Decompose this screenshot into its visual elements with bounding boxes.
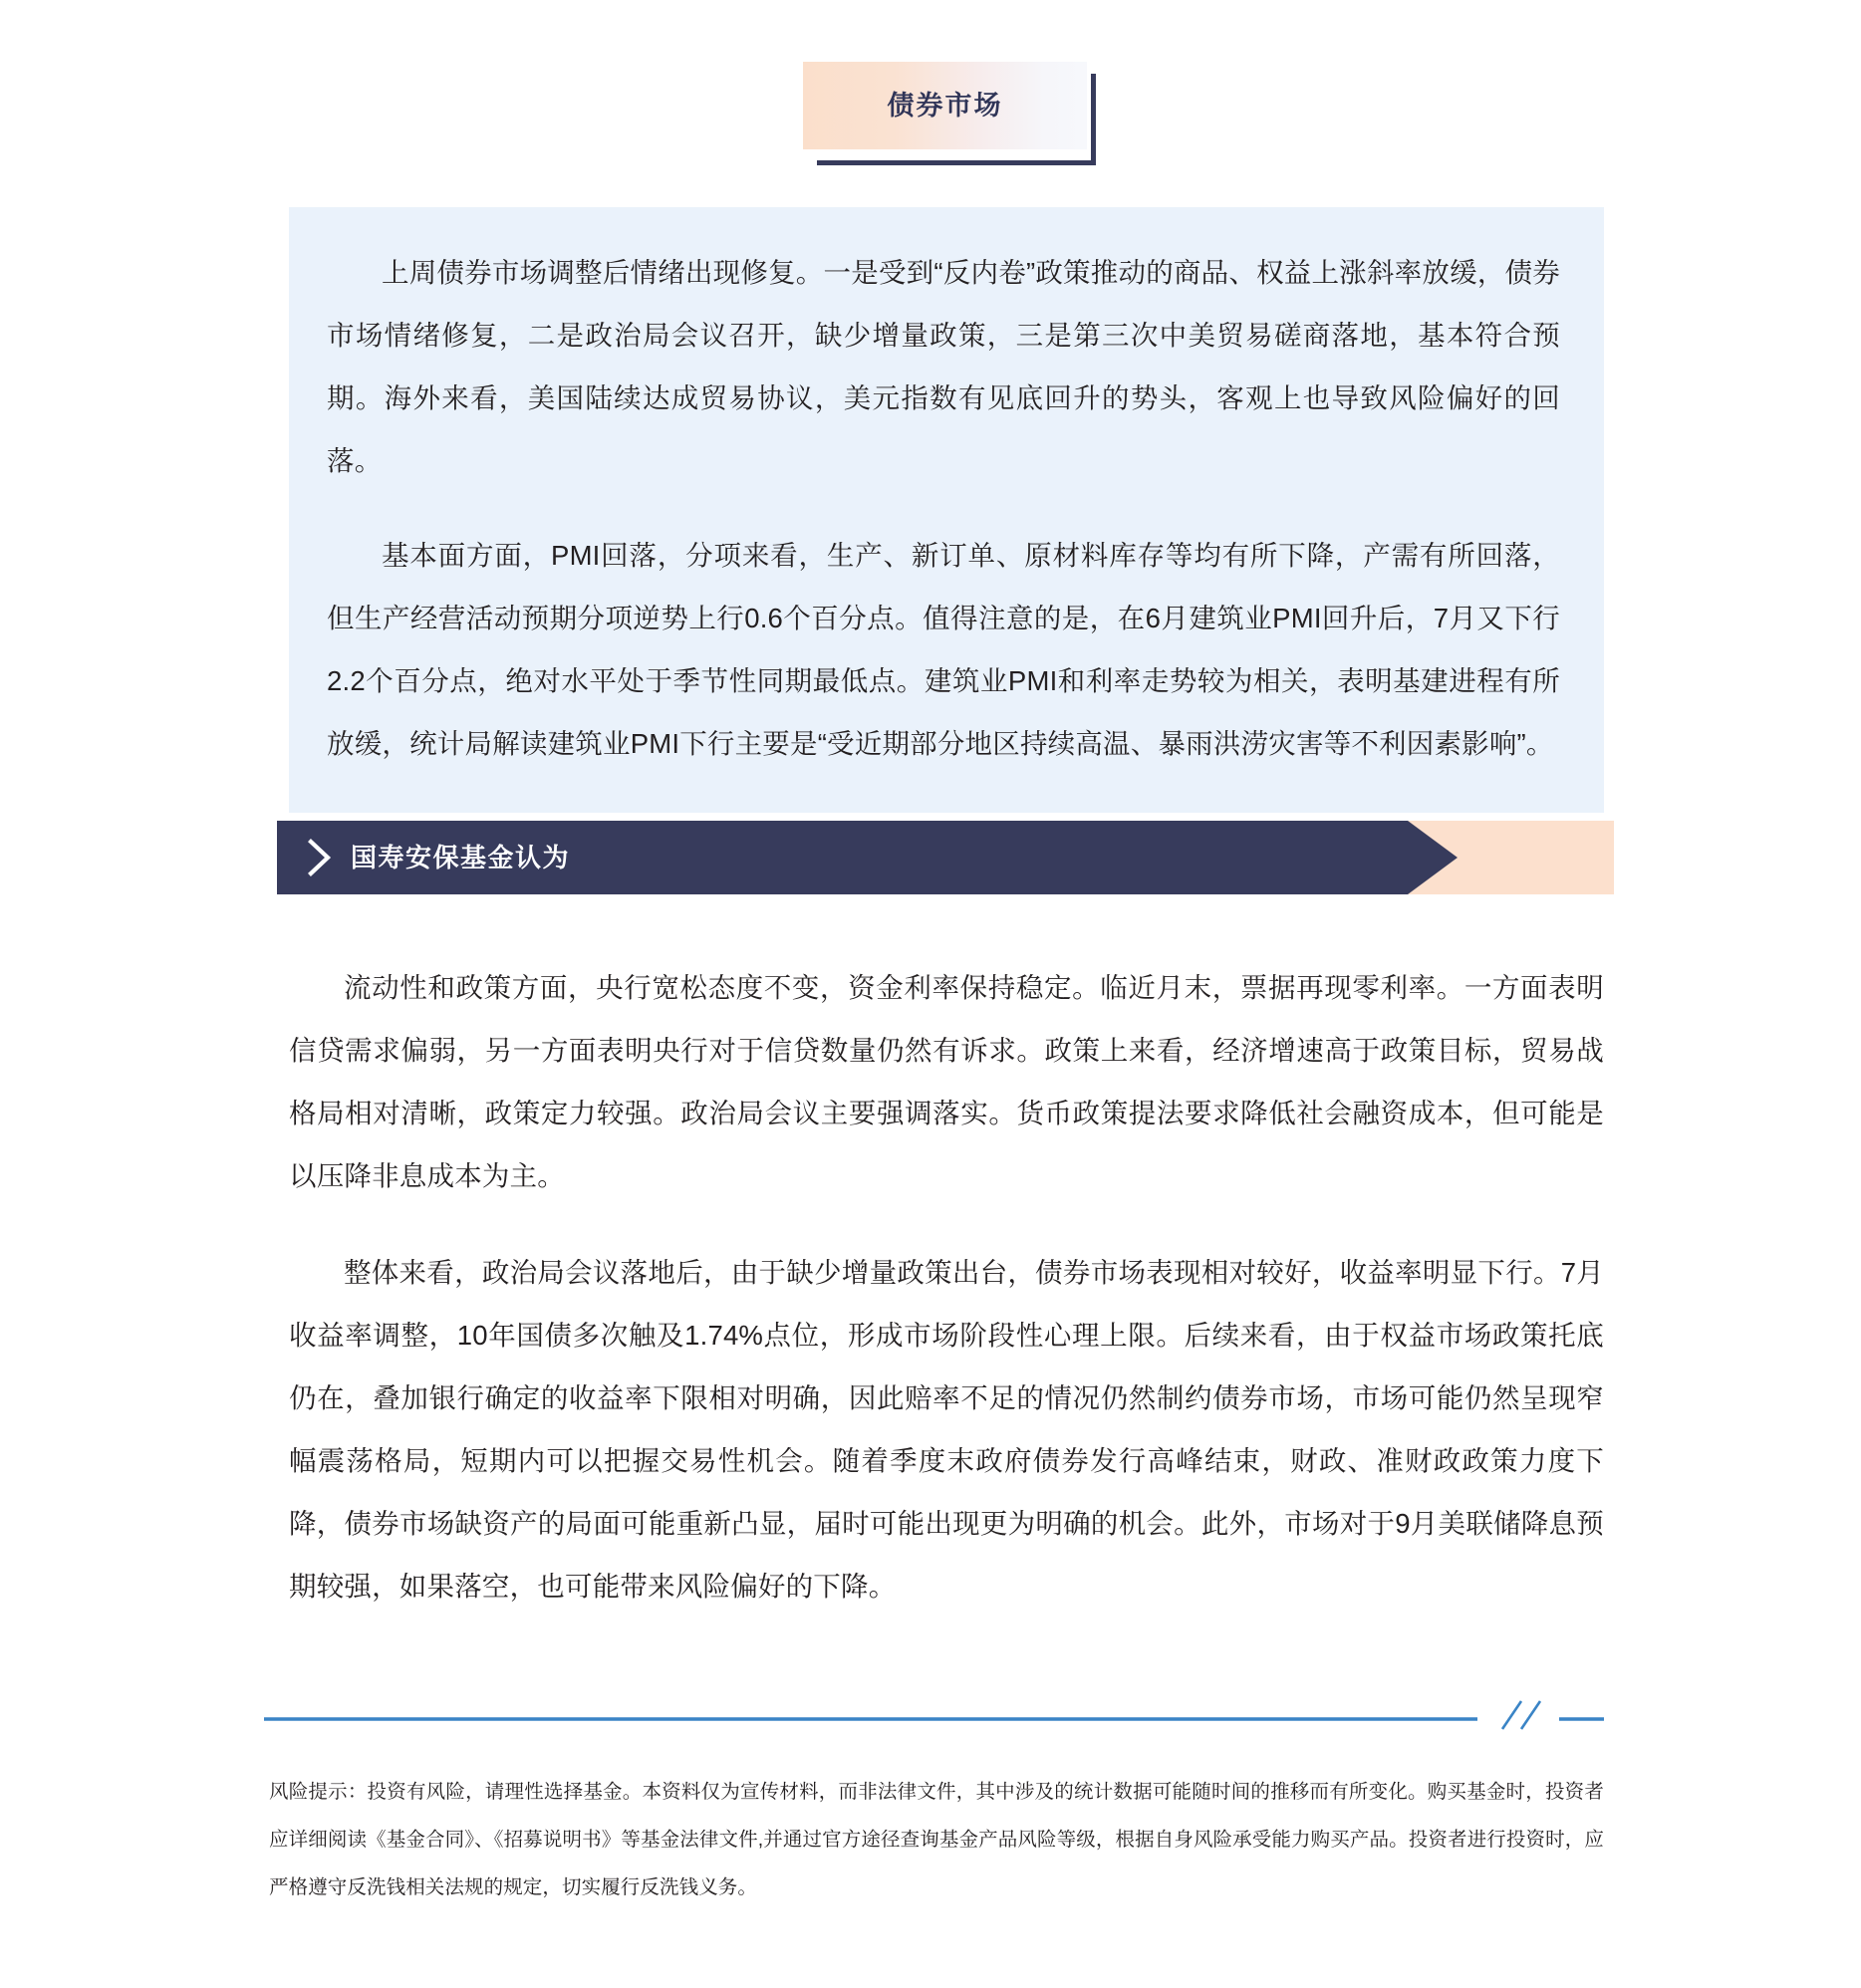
section-divider [264, 1697, 1604, 1731]
section-header [803, 62, 1102, 171]
banner-label: 国寿安保基金认为 [351, 843, 571, 872]
risk-disclaimer-text: 风险提示：投资有风险，请理性选择基金。本资料仅为宣传材料，而非法律文件，其中涉及的统计数据可能随时间的推移而有所变化。购买基金时，投资者应详细阅读《基金合同》、《招募说明书》等基金法律文件,并通过官方途径查询基金产品风险等级，根据自身风险承受能力购买产品。投资者进行投资时，应严格遵守反洗钱相关法规的规定，切实履行反洗钱义务。 [269, 1781, 1604, 1898]
body-paragraph-1: 流动性和政策方面，央行宽松态度不变，资金利率保持稳定。临近月末，票据再现零利率。一方面表明信贷需求偏弱，另一方面表明央行对于信贷数量仍然有诉求。政策上来看，经济增速高于政策目标，贸易战格局相对清晰，政策定力较强。政治局会议主要强调落实。货币政策提法要求降低社会融资成本，但可能是以压降非息成本为主。 [289, 972, 1604, 1191]
intro-panel [289, 207, 1604, 813]
header-chip [803, 62, 1087, 149]
chevron-right-icon [307, 839, 333, 876]
opinion-banner [277, 821, 1614, 894]
footer-disclaimer [269, 1768, 1604, 1911]
intro-paragraph-1: 上周债券市场调整后情绪出现修复。一是受到“反内卷”政策推动的商品、权益上涨斜率放缓，债券市场情绪修复，二是政治局会议召开，缺少增量政策，三是第三次中美贸易磋商落地，基本符合预期。海外来看，美国陆续达成贸易协议，美元指数有见底回升的势头，客观上也导致风险偏好的回落。 [327, 257, 1560, 476]
intro-paragraph-2: 基本面方面，PMI回落，分项来看，生产、新订单、原材料库存等均有所下降，产需有所回落，但生产经营活动预期分项逆势上行0.6个百分点。值得注意的是，在6月建筑业PMI回升后，7月又下行2.2个百分点，绝对水平处于季节性同期最低点。建筑业PMI和利率走势较为相关，表明基建进程有所放缓，统计局解读建筑业PMI下行主要是“受近期部分地区持续高温、暴雨洪涝灾害等不利因素影响”。 [327, 540, 1560, 759]
body-content [289, 956, 1604, 1617]
banner-content [277, 821, 570, 894]
page-title: 债券市场 [887, 90, 1003, 121]
divider-rule [264, 1697, 1604, 1731]
body-paragraph-2: 整体来看，政治局会议落地后，由于缺少增量政策出台，债券市场表现相对较好，收益率明显下行。7月收益率调整，10年国债多次触及1.74%点位，形成市场阶段性心理上限。后续来看，由于权益市场政策托底仍在，叠加银行确定的收益率下限相对明确，因此赔率不足的情况仍然制约债券市场，市场可能仍然呈现窄幅震荡格局，短期内可以把握交易性机会。随着季度末政府债券发行高峰结束，财政、准财政政策力度下降，债券市场缺资产的局面可能重新凸显，届时可能出现更为明确的机会。此外，市场对于9月美联储降息预期较强，如果落空，也可能带来风险偏好的下降。 [289, 1257, 1604, 1602]
